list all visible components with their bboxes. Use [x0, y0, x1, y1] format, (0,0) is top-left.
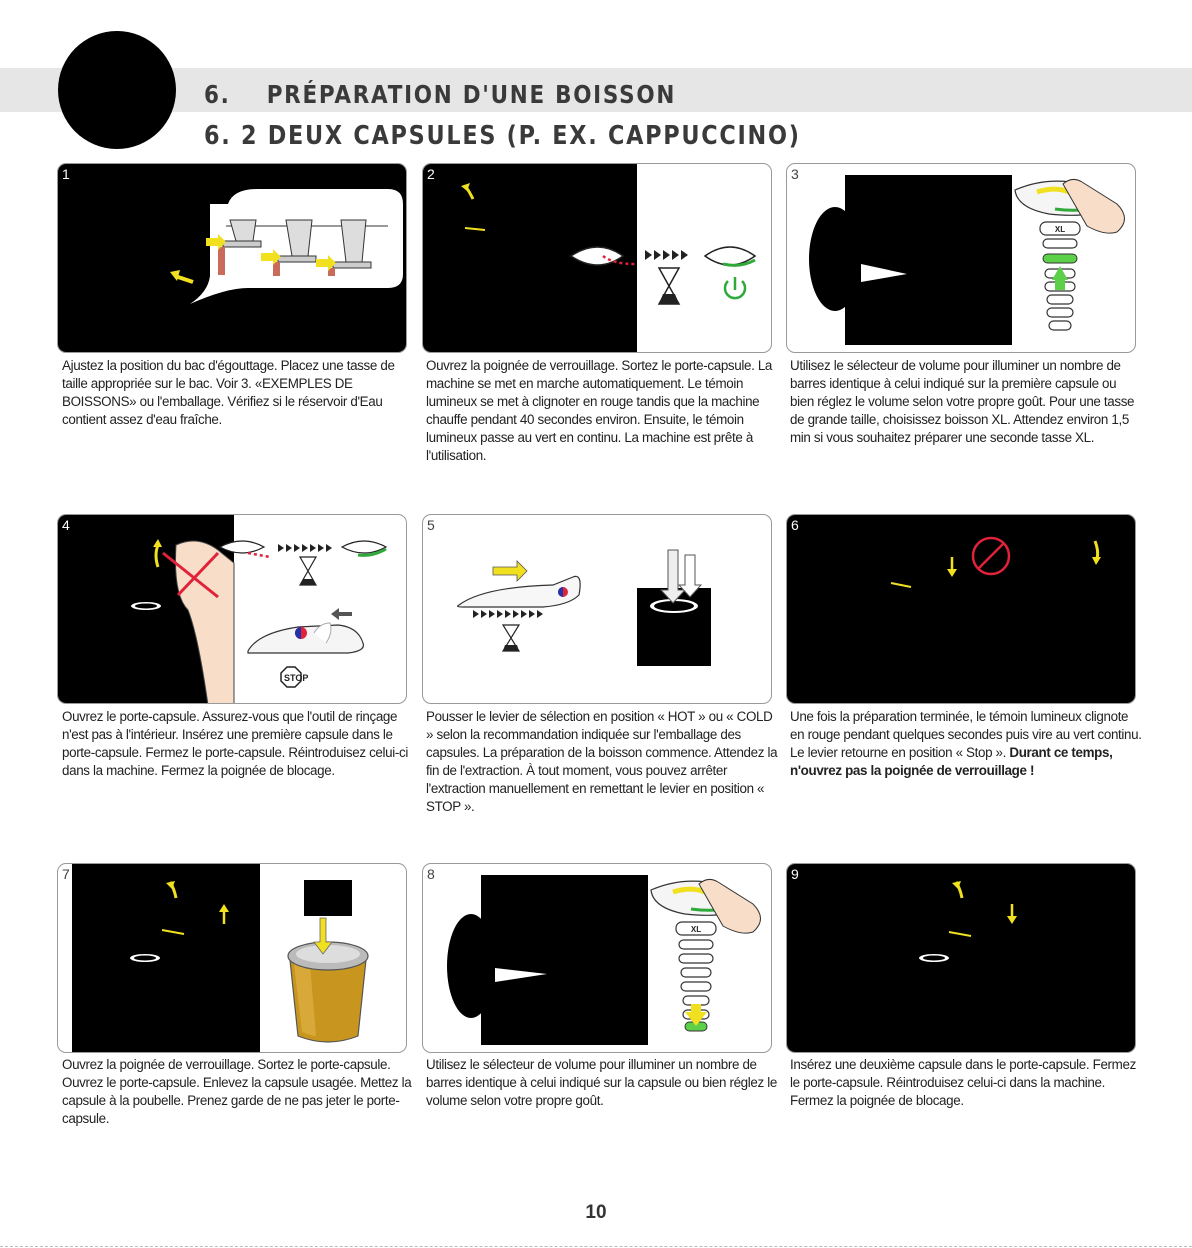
step-number: 8 [427, 866, 435, 882]
step-number: 9 [791, 866, 799, 882]
step-2-illustration [422, 163, 772, 353]
step-7-illustration [57, 863, 407, 1053]
insert-capsule-illustration [58, 515, 407, 704]
page-number: 10 [585, 1202, 607, 1223]
step-number: 2 [427, 166, 435, 182]
xl-badge: XL [690, 925, 702, 934]
step-number: 5 [427, 517, 435, 533]
xl-badge: XL [1054, 225, 1066, 234]
subsection-title: 6. 2 DEUX CAPSULES (P. EX. CAPPUCCINO) [204, 121, 801, 151]
section-title: 6. PRÉPARATION D'UNE BOISSON [204, 80, 677, 109]
extraction-complete-illustration [787, 515, 1136, 704]
step-8-illustration [422, 863, 772, 1053]
warning-text: Durant ce temps, n'ouvrez pas la poignée de verrouillage ! [790, 745, 1113, 778]
step-number: 6 [791, 517, 799, 533]
section-marker-circle [58, 31, 176, 149]
step-6-text: Une fois la préparation terminée, le témoin lumineux clignote en rouge pendant quelques secondes puis vire au vert continu. Le levier retourne en position « Stop ». Durant ce temps, n'ouvrez pas la poignée de verrouillage ! [790, 709, 1142, 778]
step-3-text: Utilisez le sélecteur de volume pour illuminer un nombre de barres identique à celui indiqué sur la première capsule ou bien réglez le volume selon votre propre goût. Pour une tasse de grande taille, choisissez boisson XL. Attendez environ 1,5 min si vous souhaitez préparer une seconde tasse XL. [790, 358, 1135, 445]
lever-extraction-illustration [423, 515, 772, 704]
step-5-illustration [422, 514, 772, 704]
step-4-illustration [57, 514, 407, 704]
step-5-text: Pousser le levier de sélection en position « HOT » ou « COLD » selon la recommandation indiquée sur l'emballage des capsules. La préparation de la boisson commence. Attendez la fin de l'extraction. À tout moment, vous pouvez arrêter l'extraction manuellement en remettant le levier en position « STOP ». [426, 709, 778, 814]
step-1-text: Ajustez la position du bac d'égouttage. Placez une tasse de taille appropriée sur le bac. Voir 3. «EXEMPLES DE BOISSONS» ou l'emballage. Vérifiez si le réservoir d'Eau contient assez d'eau fraîche. [62, 358, 395, 427]
heating-indicator-illustration [423, 164, 772, 353]
page-bottom-rule [0, 1246, 1192, 1247]
step-7-text: Ouvrez la poignée de verrouillage. Sortez le porte-capsule. Ouvrez le porte-capsule. Enlevez la capsule usagée. Mettez la capsule à la poubelle. Prenez garde de ne pas jeter le porte-capsule. [62, 1057, 412, 1126]
stop-badge: STOP [284, 673, 309, 683]
volume-selector-illustration [787, 164, 1136, 353]
drip-tray-illustration [58, 164, 407, 353]
step-4-text: Ouvrez le porte-capsule. Assurez-vous que l'outil de rinçage n'est pas à l'intérieur. Insérez une première capsule dans le porte-capsule. Fermez le porte-capsule. Réintroduisez celui-ci dans la machine. Fermez la poignée de blocage. [62, 709, 408, 778]
step-9-text: Insérez une deuxième capsule dans le porte-capsule. Fermez le porte-capsule. Réintroduisez celui-ci dans la machine. Fermez la poignée de blocage. [790, 1057, 1136, 1108]
step-3-illustration [786, 163, 1136, 353]
step-number: 3 [791, 166, 799, 182]
step-6-illustration [786, 514, 1136, 704]
volume-selector-illustration [423, 864, 772, 1053]
discard-capsule-illustration [58, 864, 407, 1053]
step-2-text: Ouvrez la poignée de verrouillage. Sortez le porte-capsule. La machine se met en marche automatiquement. Le témoin lumineux se met à clignoter en rouge tandis que la machine chauffe pendant 40 secondes environ. Ensuite, le témoin lumineux passe au vert en continu. La machine est prête à l'utilisation. [426, 358, 773, 463]
step-number: 7 [62, 866, 70, 882]
step-8-text: Utilisez le sélecteur de volume pour illuminer un nombre de barres identique à celui indiqué sur la capsule ou bien réglez le volume selon votre propre goût. [426, 1057, 777, 1108]
step-number: 1 [62, 166, 70, 182]
step-1-illustration [57, 163, 407, 353]
step-9-illustration [786, 863, 1136, 1053]
insert-second-capsule-illustration [787, 864, 1136, 1053]
step-number: 4 [62, 517, 70, 533]
